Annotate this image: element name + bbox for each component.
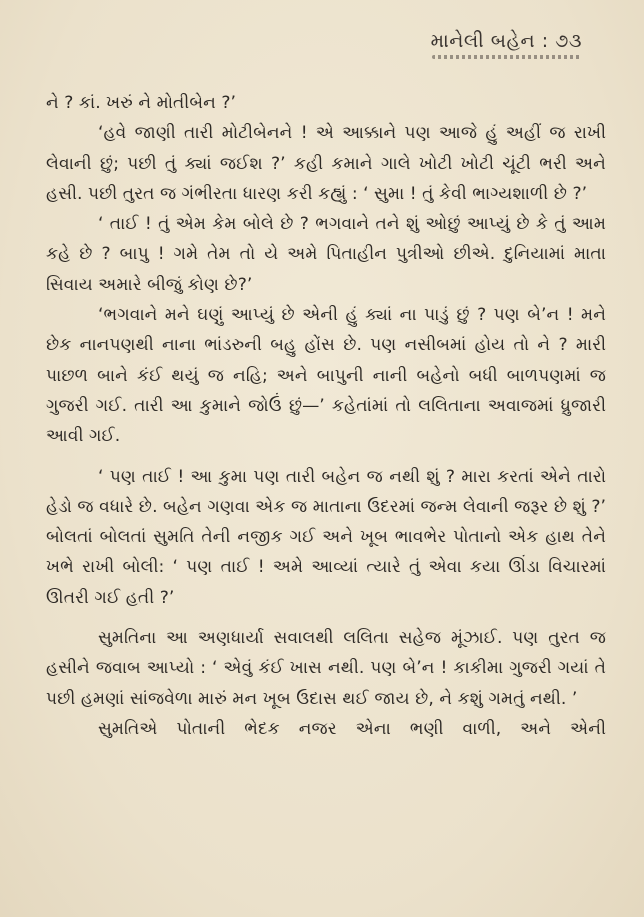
body-text xyxy=(46,88,606,744)
page-header xyxy=(431,30,582,59)
paragraph-gap xyxy=(46,452,606,462)
paragraph: ‘ભગવાને મને ઘણું આપ્યું છે એની હું ક્યાં ના પાડું છું ? પણ બે’ન ! મને છેક નાનપણથી નાના ભાંડરુની બહુ હોંસ છે. પણ નસીબમાં હોય તો ને ? મારી પાછળ બાને કંઈ થયું જ નહિ; અને બાપુની નાની બહેનો બધી બાળપણમાં જ ગુજરી ગઈ. તારી આ કુમાને જોઉં છું—’ કહેતાંમાં તો લલિતાના અવાજમાં ધ્રુજારી આવી ગઈ. xyxy=(46,305,606,447)
paragraph: ‘ પણ તાઈ ! આ કુમા પણ તારી બહેન જ નથી શું ? મારા કરતાં એને તારો હેડો જ વધારે છે. બહેન ગણવા એક જ માતાના ઉદરમાં જન્મ લેવાની જરૂર છે શું ?’ બોલતાં બોલતાં સુમતિ તેની નજીક ગઈ અને ખૂબ ભાવભેર પોતાનો એક હાથ તેને ખભે રાખી બોલી: ‘ પણ તાઈ ! અમે આવ્યાં ત્યારે તું એવા કયા ઊંડા વિચારમાં ઊતરી ગઈ હતી ?’ xyxy=(46,466,607,608)
paragraph: સુમતિના આ અણધાર્યા સવાલથી લલિતા સહેજ મૂંઝાઈ. પણ તુરત જ હસીને જવાબ આપ્યો : ‘ એવું કંઈ ખાસ નથી. પણ બે’ન ! કાકીમા ગુજરી ગયાં તે પછી હમણાં સાંજવેળા મારું મન ખૂબ ઉદાસ થઈ જાય છે, ને કશું ગમતું નથી. ’ xyxy=(46,628,606,709)
paragraph: સુમતિએ પોતાની ભેદક નજર એના ભણી વાળી, અને એની xyxy=(98,718,606,739)
paragraph: ‘હવે જાણી તારી મોટીબેનને ! એ આક્કાને પણ આજે હું અહીં જ રાખી લેવાની છું; પછી તું ક્યાં જઈશ ?’ કહી કમાને ગાલે ખોટી ખોટી ચૂંટી ભરી અને હસી. પછી તુરત જ ગંભીરતા ધારણ કરી કહ્યું : ‘ સુમા ! તું કેવી ભાગ્યશાળી છે ?’ xyxy=(46,123,606,204)
header-wavy-rule xyxy=(432,55,582,59)
paragraph-gap xyxy=(46,613,606,623)
paragraph: ને ? કાં. ખરું ને મોતીબેન ?’ xyxy=(46,93,236,113)
running-head: માનેલી બહેન : ૭૩ xyxy=(430,30,582,52)
paragraph: ‘ તાઈ ! તું એમ કેમ બોલે છે ? ભગવાને તને શું ઓછું આપ્યું છે કે તું આમ કહે છે ? બાપુ ! ગમે તેમ તો યે અમે પિતાહીન પુત્રીઓ છીએ. દુનિયામાં માતા સિવાય અમારે બીજું કોણ છે?’ xyxy=(46,214,606,295)
